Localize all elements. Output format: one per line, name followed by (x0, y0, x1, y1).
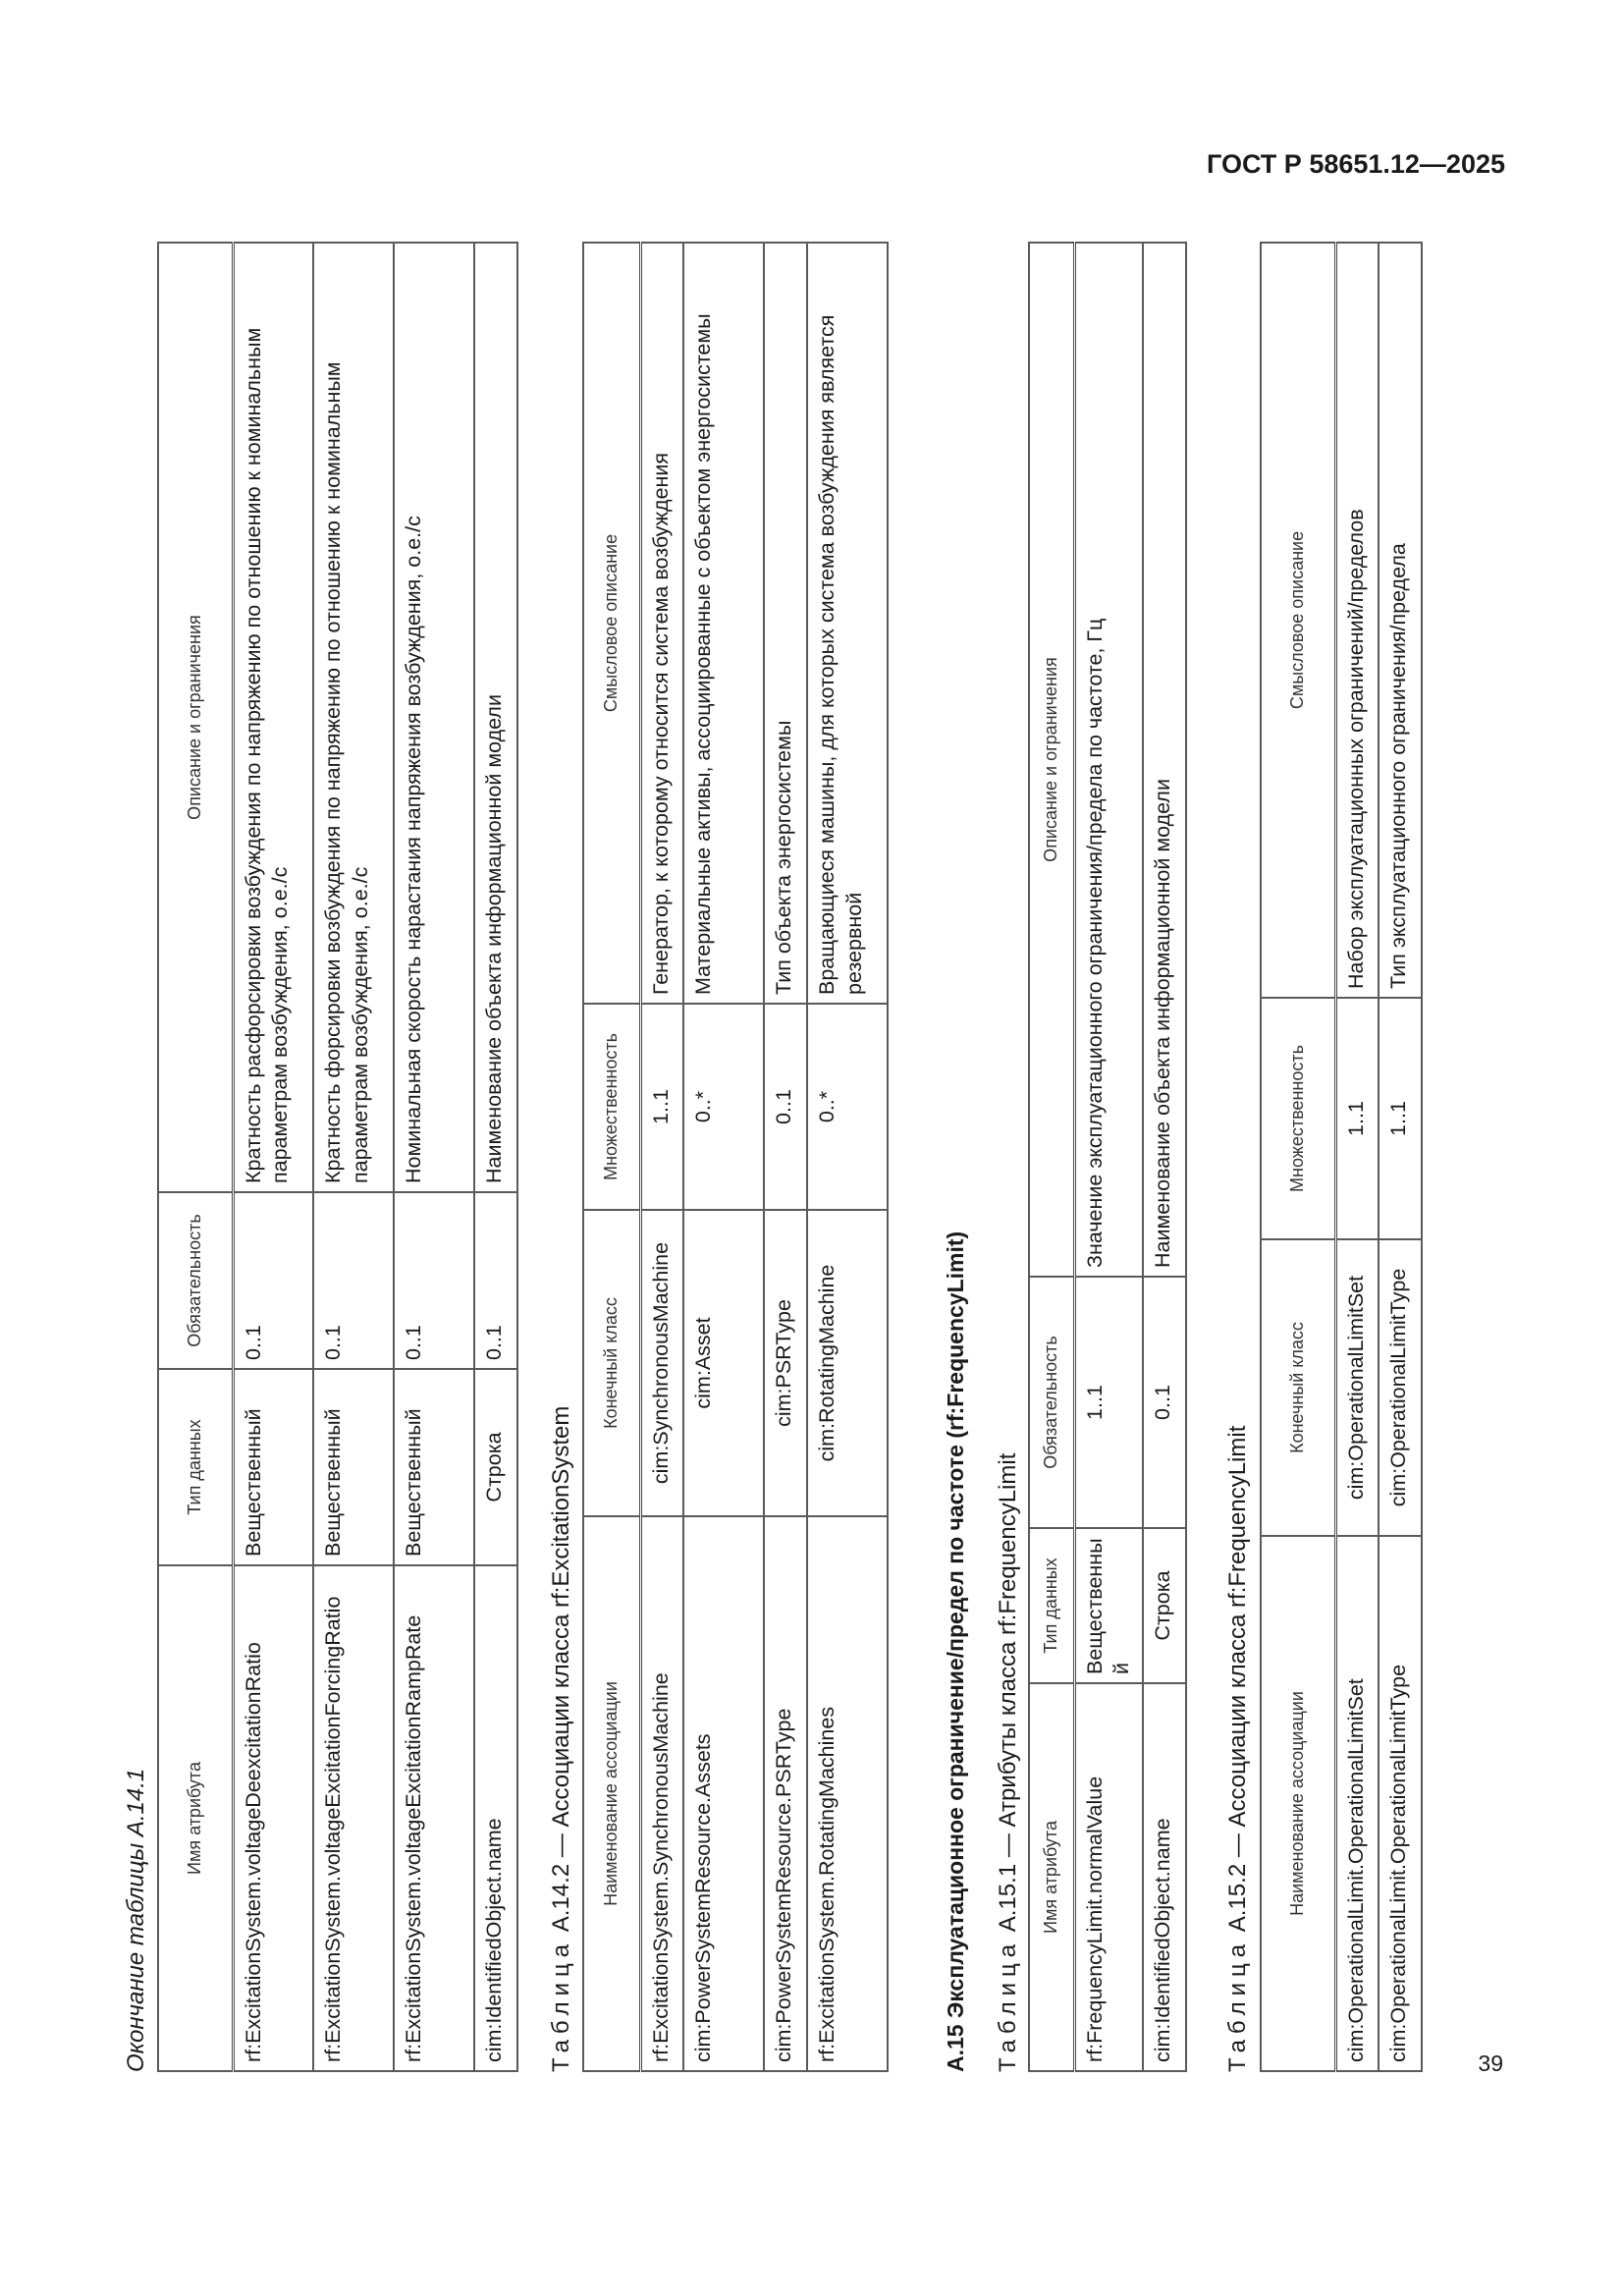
table-cell: cim:RotatingMachine (807, 1210, 888, 1516)
table-cell: Тип эксплуатационного ограничения/предела (1379, 243, 1422, 998)
table-a151-header: Обязательность (1029, 1277, 1074, 1528)
table-row (1143, 243, 1186, 2071)
table-cell: Материальные активы, ассоциированные с объектом энергосистемы (683, 243, 764, 1004)
table-cell: 0..1 (313, 1192, 394, 1369)
table-a141 (157, 242, 518, 2072)
caption-prefix: Таблица (548, 1938, 574, 2072)
table-a142 (582, 242, 889, 2072)
table-a152-header: Множественность (1261, 998, 1335, 1239)
table-cell: Строка (1143, 1528, 1186, 1683)
table-cell: rf:ExcitationSystem.voltageExcitationRampRate (394, 1565, 474, 2071)
table-cell: cim:PowerSystemResource.Assets (683, 1516, 764, 2071)
table-a152-header: Наименование ассоциации (1261, 1536, 1335, 2071)
table-cell: rf:ExcitationSystem.RotatingMachines (807, 1516, 888, 2071)
table-cell: cim:OperationalLimit.OperationalLimitType (1379, 1536, 1422, 2071)
table-a141-header: Обязательность (158, 1192, 233, 1369)
table-cell: Кратность расфорсировки возбуждения по напряжению по отношению к номинальным параметрам возбуждения, о.е./с (233, 243, 313, 1192)
table-cell: Вращающиеся машины, для которых система возбуждения является резервной (807, 243, 888, 1004)
caption-prefix: Таблица (995, 1938, 1021, 2072)
table-a142-header: Множественность (583, 1004, 640, 1210)
table-row (807, 243, 888, 2071)
table-row (683, 243, 764, 2071)
table-cell: 0..1 (233, 1192, 313, 1369)
table-cell: cim:OperationalLimit.OperationalLimitSet (1335, 1536, 1379, 2071)
table-cell: Строка (474, 1369, 517, 1565)
table-a151-header: Описание и ограничения (1029, 243, 1074, 1277)
table-row (764, 243, 807, 2071)
table-cell: 0..1 (764, 1004, 807, 1210)
table-a151-caption (995, 1453, 1022, 2072)
table-a142-caption (548, 1406, 575, 2072)
table-cell: Набор эксплуатационных ограничений/пределов (1335, 243, 1379, 998)
rotated-content (123, 236, 1438, 2072)
table-row (233, 243, 313, 2071)
table-cell: 0..* (683, 1004, 764, 1210)
table-cell: cim:OperationalLimitType (1379, 1239, 1422, 1536)
table-cell: Вещественный (313, 1369, 394, 1565)
table-cell: cim:PowerSystemResource.PSRType (764, 1516, 807, 2071)
table-row (1335, 243, 1379, 2071)
table-cell: Кратность форсировки возбуждения по напряжению по отношению к номинальным параметрам возбуждения, о.е./с (313, 243, 394, 1192)
table-cell: 0..1 (1143, 1277, 1186, 1528)
table-cell: Генератор, к которому относится система возбуждения (640, 243, 683, 1004)
table-a152-caption (1224, 1426, 1252, 2072)
page-number: 39 (1478, 2050, 1503, 2076)
table-a152-header: Смысловое описание (1261, 243, 1335, 998)
table-cell: rf:ExcitationSystem.SynchronousMachine (640, 1516, 683, 2071)
caption-text: А.15.1 — Атрибуты класса rf:FrequencyLimit (995, 1452, 1021, 1939)
table-row (394, 243, 474, 2071)
caption-text: А.15.2 — Ассоциации класса rf:FrequencyLimit (1224, 1425, 1251, 1939)
table-a142-header: Смысловое описание (583, 243, 640, 1004)
table-cell: rf:ExcitationSystem.voltageDeexcitationRatio (233, 1565, 313, 2071)
table-cell: Вещественный (233, 1369, 313, 1565)
caption-text: А.14.2 — Ассоциации класса rf:ExcitationSystem (548, 1405, 574, 1939)
table-cell: Номинальная скорость нарастания напряжения возбуждения, о.е./с (394, 243, 474, 1192)
document-header: ГОСТ Р 58651.12—2025 (1207, 149, 1505, 179)
table-cell: 1..1 (1074, 1277, 1143, 1528)
table-a151 (1028, 242, 1187, 2072)
table-cell: 0..* (807, 1004, 888, 1210)
table-a141-header: Описание и ограничения (158, 243, 233, 1192)
table-row (640, 243, 683, 2071)
table-cell: Тип объекта энергосистемы (764, 243, 807, 1004)
table-cell: Наименование объекта информационной модели (474, 243, 517, 1192)
section-heading: А.15 Эксплуатационное ограничение/предел по частоте (rf:FrequencyLimit) (943, 1230, 968, 2072)
table-cell: Наименование объекта информационной модели (1143, 243, 1186, 1277)
table-cell: Значение эксплуатационного ограничения/предела по частоте, Гц (1074, 243, 1143, 1277)
table-a152 (1260, 242, 1423, 2072)
table-a141-header: Имя атрибута (158, 1565, 233, 2071)
table-row (1379, 243, 1422, 2071)
table-cell: cim:PSRType (764, 1210, 807, 1516)
table-a151-header: Имя атрибута (1029, 1683, 1074, 2071)
caption-prefix: Таблица (1224, 1938, 1251, 2072)
table-a151-header: Тип данных (1029, 1528, 1074, 1683)
table-row (474, 243, 517, 2071)
table-cell: 1..1 (1379, 998, 1422, 1239)
table-cell: cim:OperationalLimitSet (1335, 1239, 1379, 1536)
table-row (313, 243, 394, 2071)
table-a142-header: Наименование ассоциации (583, 1516, 640, 2071)
table-a152-header: Конечный класс (1261, 1239, 1335, 1536)
table-cell: cim:IdentifiedObject.name (474, 1565, 517, 2071)
table-cell: 1..1 (640, 1004, 683, 1210)
table-cell: 0..1 (474, 1192, 517, 1369)
table-cell: 0..1 (394, 1192, 474, 1369)
table-cell: rf:FrequencyLimit.normalValue (1074, 1683, 1143, 2071)
table-a141-header: Тип данных (158, 1369, 233, 1565)
table-cell: cim:IdentifiedObject.name (1143, 1683, 1186, 2071)
table-cell: 1..1 (1335, 998, 1379, 1239)
table-a141-caption: Окончание таблицы А.14.1 (123, 1768, 149, 2072)
table-cell: rf:ExcitationSystem.voltageExcitationForcingRatio (313, 1565, 394, 2071)
table-row (1074, 243, 1143, 2071)
table-cell: cim:SynchronousMachine (640, 1210, 683, 1516)
table-cell: Вещественный (394, 1369, 474, 1565)
table-cell: Вещественный (1074, 1528, 1143, 1683)
table-cell: cim:Asset (683, 1210, 764, 1516)
table-a142-header: Конечный класс (583, 1210, 640, 1516)
